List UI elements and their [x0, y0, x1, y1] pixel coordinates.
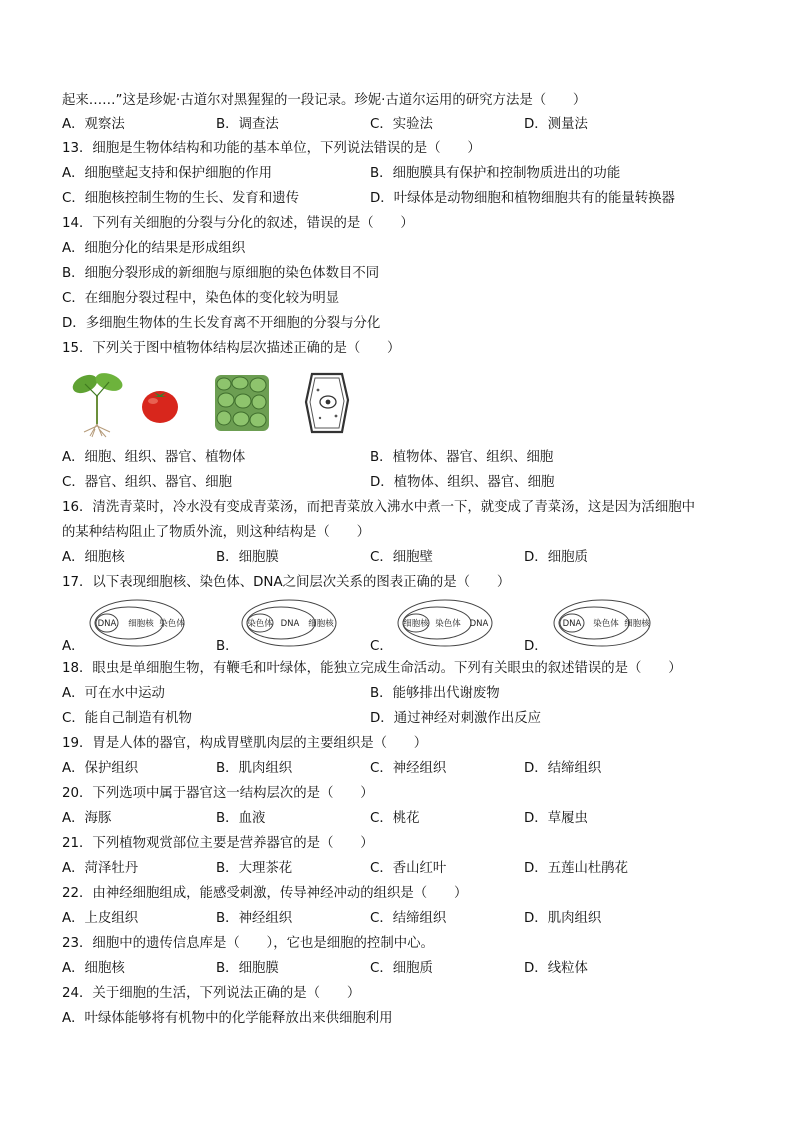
q19-option-a[interactable]: A．保护组织 — [62, 761, 139, 776]
q19-option-c[interactable]: C．神经组织 — [370, 761, 447, 776]
q13-option-d[interactable]: D．叶绿体是动物细胞和植物细胞共有的能量转换器 — [370, 191, 675, 206]
q15-option-a[interactable]: A．细胞、组织、器官、植物体 — [62, 450, 246, 465]
venn-c-middle-label: 染色体 — [435, 619, 461, 629]
q22-option-c[interactable]: C．结缔组织 — [370, 911, 447, 926]
venn-c-outer-label: DNA — [469, 619, 489, 629]
venn-diagram-c — [396, 598, 494, 648]
venn-b-outer-label: 细胞核 — [308, 619, 334, 629]
q19-option-b[interactable]: B．肌肉组织 — [216, 761, 293, 776]
q14-option-a[interactable]: A．细胞分化的结果是形成组织 — [62, 241, 246, 256]
q17-stem: 17．以下表现细胞核、染色体、DNA之间层次关系的图表正确的是（ ） — [62, 575, 511, 590]
q23-option-c[interactable]: C．细胞质 — [370, 961, 433, 976]
q23-option-b[interactable]: B．细胞膜 — [216, 961, 279, 976]
q17-option-b[interactable]: B． — [216, 639, 239, 654]
q23-stem: 23．细胞中的遗传信息库是（ ），它也是细胞的控制中心。 — [62, 936, 434, 951]
q22-option-b[interactable]: B．神经组织 — [216, 911, 293, 926]
q18-option-c[interactable]: C．能自己制造有机物 — [62, 711, 192, 726]
q12-option-a[interactable]: A．观察法 — [62, 117, 125, 132]
venn-d-middle-label: 染色体 — [593, 619, 619, 629]
q20-option-a[interactable]: A．海豚 — [62, 811, 112, 826]
venn-c-inner-label: 细胞核 — [403, 619, 429, 629]
q22-option-d[interactable]: D．肌肉组织 — [524, 911, 602, 926]
plant-cell-icon — [304, 370, 350, 436]
q16-option-d[interactable]: D．细胞质 — [524, 550, 588, 565]
venn-b-middle-label: DNA — [280, 619, 300, 629]
q16-option-a[interactable]: A．细胞核 — [62, 550, 125, 565]
q15-option-b[interactable]: B．植物体、器官、组织、细胞 — [370, 450, 554, 465]
q16-option-b[interactable]: B．细胞膜 — [216, 550, 279, 565]
venn-diagram-a — [88, 598, 186, 648]
q13-option-a[interactable]: A．细胞壁起支持和保护细胞的作用 — [62, 166, 273, 181]
q16-stem-line1: 16．清洗青菜时，冷水没有变成青菜汤，而把青菜放入沸水中煮一下，就变成了青菜汤，这是因为活细胞中 — [62, 500, 696, 515]
q20-stem: 20．下列选项中属于器官这一结构层次的是（ ） — [62, 786, 374, 801]
q13-option-c[interactable]: C．细胞核控制生物的生长、发育和遗传 — [62, 191, 299, 206]
q19-option-d[interactable]: D．结缔组织 — [524, 761, 602, 776]
q14-option-d[interactable]: D．多细胞生物体的生长发育离不开细胞的分裂与分化 — [62, 316, 381, 331]
venn-d-inner-label: DNA — [562, 619, 582, 629]
q17-option-a[interactable]: A． — [62, 639, 85, 654]
q18-option-b[interactable]: B．能够排出代谢废物 — [370, 686, 500, 701]
q20-option-b[interactable]: B．血液 — [216, 811, 266, 826]
q20-option-c[interactable]: C．桃花 — [370, 811, 420, 826]
q22-stem: 22．由神经细胞组成，能感受刺激，传导神经冲动的组织是（ ） — [62, 886, 468, 901]
q21-stem: 21．下列植物观赏部位主要是营养器官的是（ ） — [62, 836, 374, 851]
q21-option-b[interactable]: B．大理茶花 — [216, 861, 293, 876]
venn-diagram-b — [240, 598, 338, 648]
q17-option-c[interactable]: C． — [370, 639, 393, 654]
q19-stem: 19．胃是人体的器官，构成胃壁肌肉层的主要组织是（ ） — [62, 736, 428, 751]
q17-option-d[interactable]: D． — [524, 639, 548, 654]
venn-d-outer-label: 细胞核 — [624, 619, 650, 629]
q12-option-c[interactable]: C．实验法 — [370, 117, 433, 132]
q15-option-c[interactable]: C．器官、组织、器官、细胞 — [62, 475, 233, 490]
q22-option-a[interactable]: A．上皮组织 — [62, 911, 139, 926]
q14-option-c[interactable]: C．在细胞分裂过程中，染色体的变化较为明显 — [62, 291, 340, 306]
q15-stem: 15．下列关于图中植物体结构层次描述正确的是（ ） — [62, 341, 401, 356]
venn-diagram-d — [552, 598, 652, 648]
q14-stem: 14．下列有关细胞的分裂与分化的叙述，错误的是（ ） — [62, 216, 414, 231]
venn-b-inner-label: 染色体 — [247, 619, 273, 629]
tissue-icon — [214, 374, 270, 432]
q16-option-c[interactable]: C．细胞壁 — [370, 550, 433, 565]
tomato-icon — [140, 385, 180, 425]
q24-stem: 24．关于细胞的生活，下列说法正确的是（ ） — [62, 986, 361, 1001]
plant-seedling-icon — [68, 366, 126, 438]
q18-option-a[interactable]: A．可在水中运动 — [62, 686, 165, 701]
q13-stem: 13．细胞是生物体结构和功能的基本单位，下列说法错误的是（ ） — [62, 141, 481, 156]
q13-option-b[interactable]: B．细胞膜具有保护和控制物质进出的功能 — [370, 166, 621, 181]
venn-a-inner-label: DNA — [97, 619, 117, 629]
q18-option-d[interactable]: D．通过神经对刺激作出反应 — [370, 711, 541, 726]
q21-option-c[interactable]: C．香山红叶 — [370, 861, 447, 876]
q12-stem: 起来……”这是珍妮·古道尔对黑猩猩的一段记录。珍妮·古道尔运用的研究方法是（ ） — [62, 93, 587, 108]
q23-option-a[interactable]: A．细胞核 — [62, 961, 125, 976]
q16-stem-line2: 的某种结构阻止了物质外流，则这种结构是（ ） — [62, 525, 370, 540]
q12-option-b[interactable]: B．调查法 — [216, 117, 279, 132]
q14-option-b[interactable]: B．细胞分裂形成的新细胞与原细胞的染色体数目不同 — [62, 266, 380, 281]
q21-option-a[interactable]: A．菏泽牡丹 — [62, 861, 139, 876]
q12-option-d[interactable]: D．测量法 — [524, 117, 588, 132]
q18-stem: 18．眼虫是单细胞生物，有鞭毛和叶绿体，能独立完成生命活动。下列有关眼虫的叙述错误的是（ ） — [62, 661, 682, 676]
q20-option-d[interactable]: D．草履虫 — [524, 811, 588, 826]
q23-option-d[interactable]: D．线粒体 — [524, 961, 588, 976]
q21-option-d[interactable]: D．五莲山杜鹃花 — [524, 861, 629, 876]
venn-a-middle-label: 细胞核 — [128, 619, 154, 629]
q24-option-a[interactable]: A．叶绿体能够将有机物中的化学能释放出来供细胞利用 — [62, 1011, 393, 1026]
venn-a-outer-label: 染色体 — [159, 619, 185, 629]
q15-option-d[interactable]: D．植物体、组织、器官、细胞 — [370, 475, 555, 490]
